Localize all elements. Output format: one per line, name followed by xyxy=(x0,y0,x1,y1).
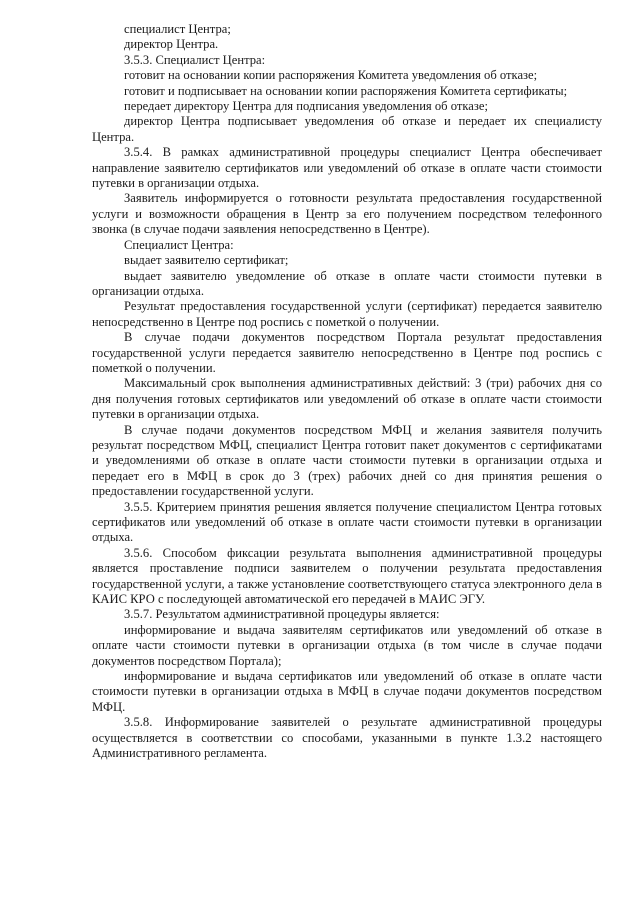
paragraph: 3.5.6. Способом фиксации результата выполнения административной процедуры является проставление подписи заявителем о получении результата предоставления государственной услуги, а также установление соответствующего статуса электронного дела в КАИС КРО с последующей автоматической его передачей в МАИС ЭГУ. xyxy=(92,545,602,607)
paragraph: В случае подачи документов посредством Портала результат предоставления государственной услуги передается заявителю непосредственно в Центре под роспись с пометкой о получении. xyxy=(92,330,602,375)
paragraph: директор Центра подписывает уведомления об отказе и передает их специалисту Центра. xyxy=(92,114,602,144)
paragraph: 3.5.5. Критерием принятия решения является получение специалистом Центра готовых сертификатов или уведомлений об отказе в оплате части стоимости путевки в организации отдыха. xyxy=(92,499,602,545)
paragraph: 3.5.4. В рамках административной процедуры специалист Центра обеспечивает направление заявителю сертификатов или уведомлений об отказе в оплате части стоимости путевки в организации отдыха. xyxy=(92,145,602,191)
document-body xyxy=(92,22,602,762)
paragraph: информирование и выдача сертификатов или уведомлений об отказе в оплате части стоимости путевки в организации отдыха в МФЦ в случае подачи документов посредством МФЦ. xyxy=(92,669,602,714)
paragraph: Результат предоставления государственной услуги (сертификат) передается заявителю непосредственно в Центре под роспись с пометкой о получении. xyxy=(92,299,602,329)
paragraph: готовит и подписывает на основании копии распоряжения Комитета сертификаты; xyxy=(124,83,568,98)
paragraph: В случае подачи документов посредством МФЦ и желания заявителя получить результат посредством МФЦ, специалист Центра готовит пакет документов с сертификатами и уведомлениями об отказе в оплате части стоимости путевки в организации отдыха и передает его в МФЦ в срок до 3 (трех) рабочих дней со дня принятия решения о предоставлении государственной услуги. xyxy=(92,422,602,499)
paragraph: специалист Центра; xyxy=(124,22,231,36)
paragraph: информирование и выдача заявителям сертификатов или уведомлений об отказе в оплате части стоимости путевки в организации отдыха (в том числе в случае подачи документов посредством Портала); xyxy=(92,622,602,668)
paragraph: директор Центра. xyxy=(124,37,219,52)
paragraph: 3.5.8. Информирование заявителей о результате административной процедуры осуществляется в соответствии со способами, указанными в пункте 1.3.2 настоящего Административного регламента. xyxy=(92,715,602,761)
paragraph: 3.5.7. Результатом административной процедуры является: xyxy=(124,607,440,622)
paragraph: Заявитель информируется о готовности результата предоставления государственной услуги и возможности обращения в Центр за его получением посредством телефонного звонка (в случае подачи заявления непосредственно в Центре). xyxy=(92,191,602,237)
paragraph: готовит на основании копии распоряжения Комитета уведомления об отказе; xyxy=(124,68,538,83)
paragraph: выдает заявителю уведомление об отказе в оплате части стоимости путевки в организации отдыха. xyxy=(92,268,602,298)
paragraph: 3.5.3. Специалист Центра: xyxy=(124,52,266,67)
paragraph: передает директору Центра для подписания уведомления об отказе; xyxy=(124,99,488,114)
paragraph: выдает заявителю сертификат; xyxy=(124,253,289,268)
paragraph: Специалист Центра: xyxy=(124,237,234,252)
paragraph: Максимальный срок выполнения административных действий: 3 (три) рабочих дня со дня получения готовых сертификатов или уведомлений об отказе в оплате части стоимости путевки в организации отдыха. xyxy=(92,376,602,422)
